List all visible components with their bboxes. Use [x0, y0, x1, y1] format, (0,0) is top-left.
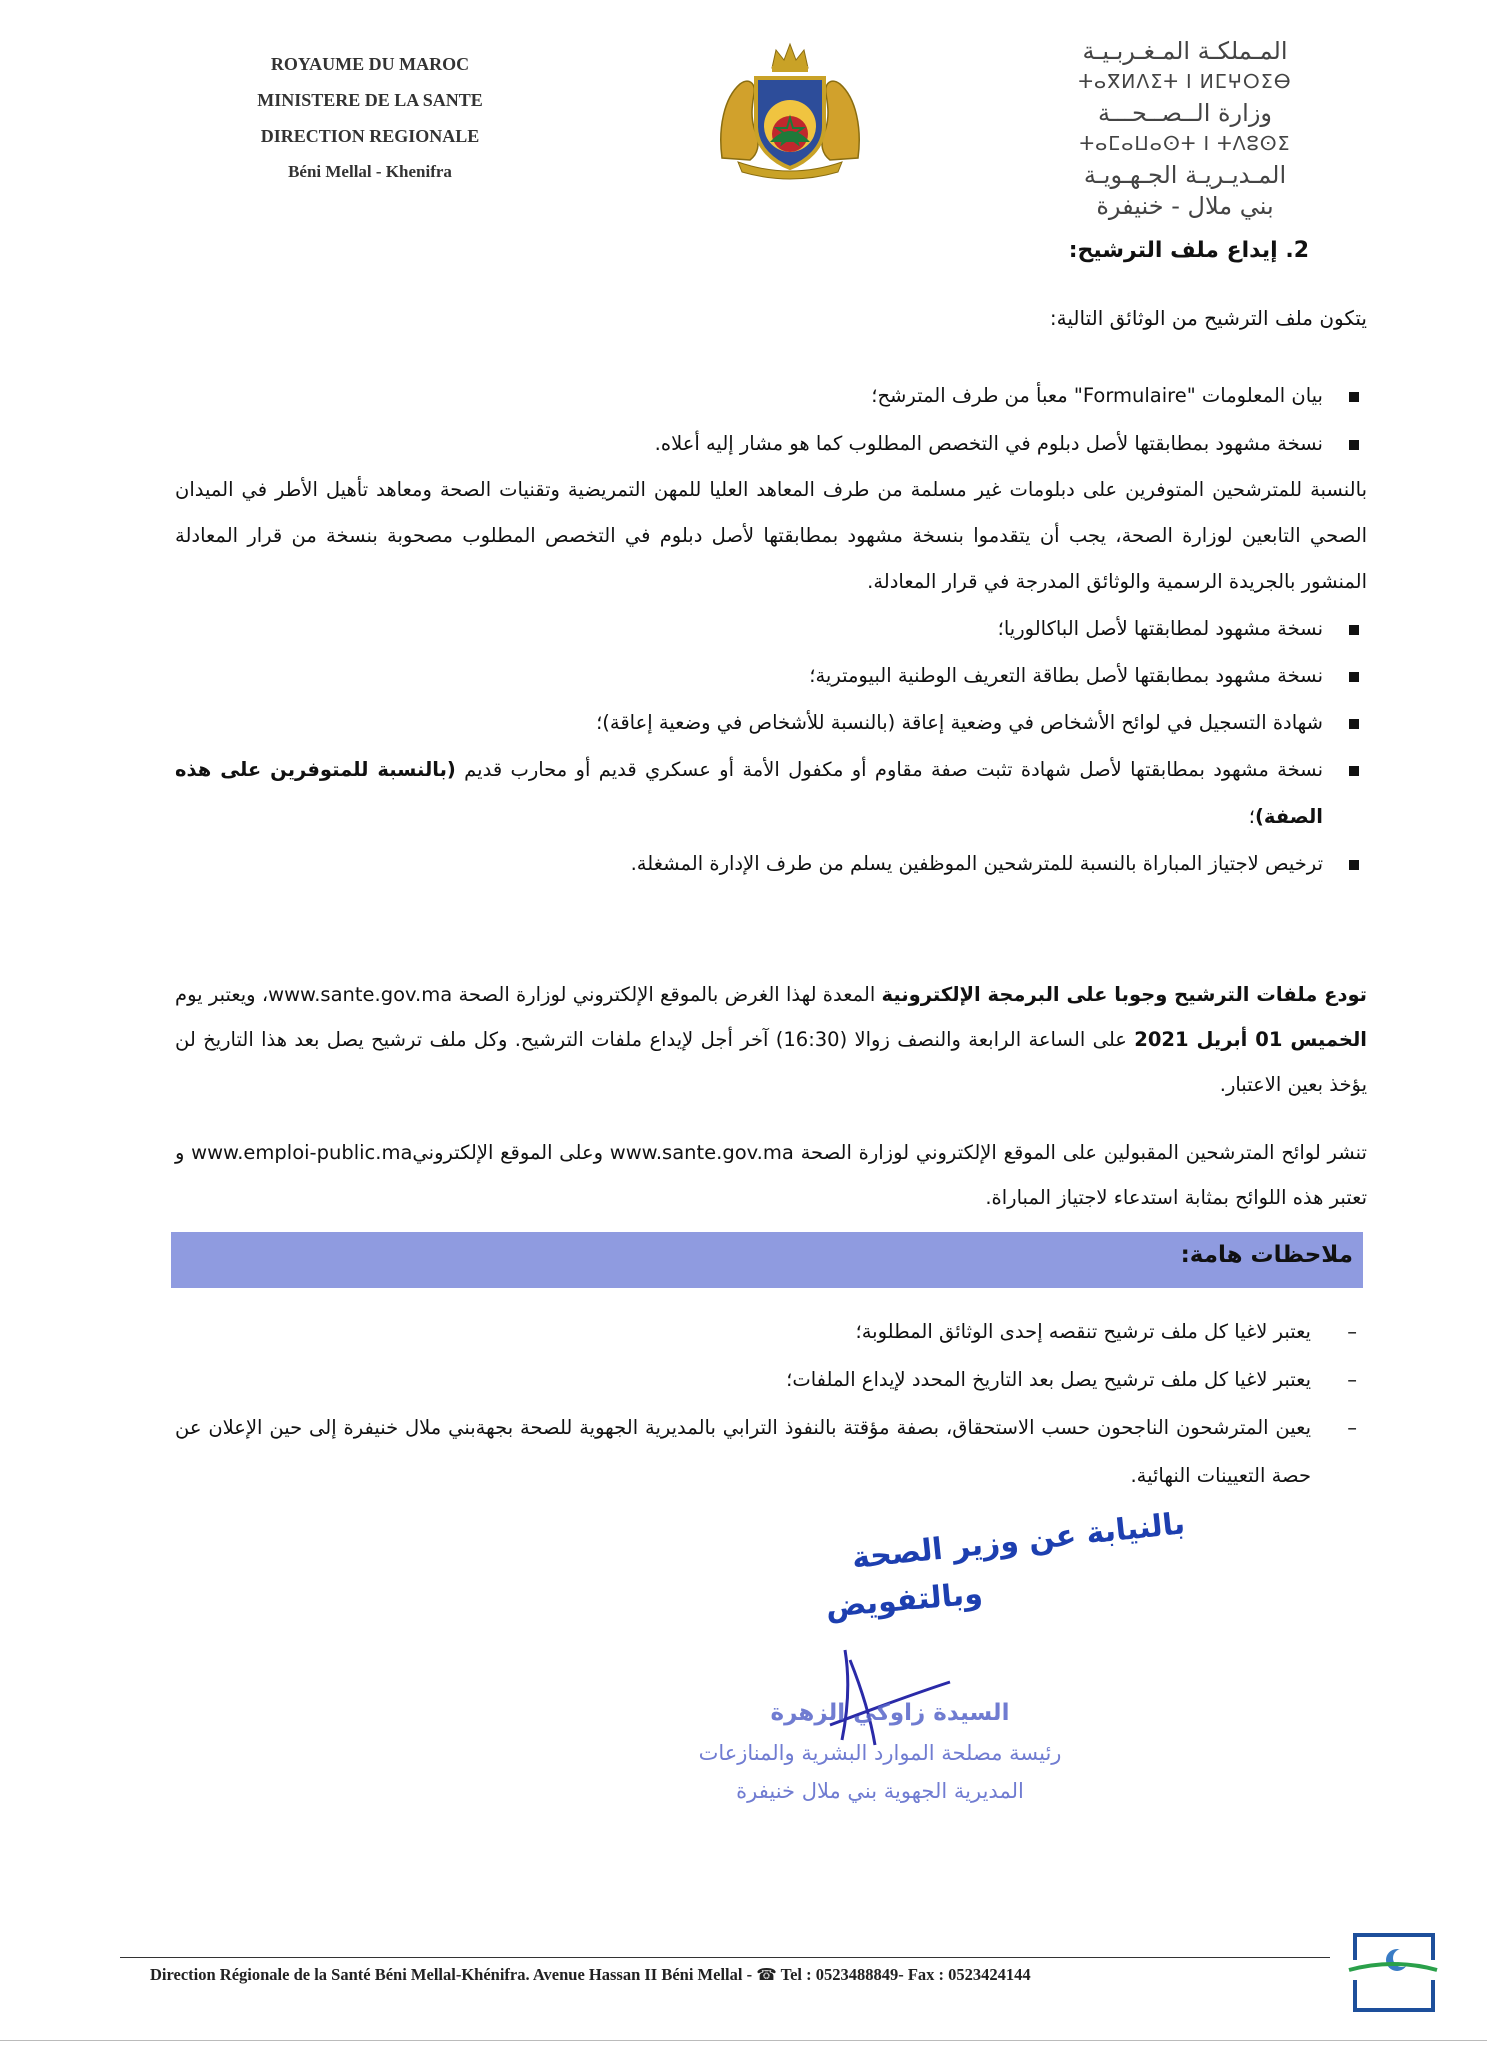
list-item: [175, 1356, 1367, 1404]
header-fr-kingdom: ROYAUME DU MAROC: [270, 54, 470, 74]
doc-item-3: نسخة مشهود لمطابقتها لأصل الباكالوريا؛: [997, 617, 1323, 640]
deposit-url[interactable]: www.sante.gov.ma: [268, 983, 453, 1006]
ministry-of-health-logo-icon: [1345, 1930, 1440, 2015]
doc-item-7: ترخيص لاجتياز المباراة بالنسبة للمترشحين الموظفين يسلم من طرف الإدارة المشغلة.: [630, 852, 1323, 875]
doc-item-4: نسخة مشهود بمطابقتها لأصل بطاقة التعريف الوطنية البيومترية؛: [809, 664, 1323, 687]
doc-item-1-pre: بيان المعلومات ": [1186, 384, 1323, 407]
note-item-3: يعين المترشحون الناجحون حسب الاستحقاق، بصفة مؤقتة بالنفوذ الترابي بالمديرية الجهوية للصحة بجهةبني ملال خنيفرة إلى حين الإعلان عن حصة التعيينات النهائية.: [175, 1416, 1311, 1487]
note-item-1: يعتبر لاغيا كل ملف ترشيح تنقصه إحدى الوثائق المطلوبة؛: [855, 1320, 1311, 1343]
stamp-line-3: السيدة زاوكي الزهرة: [770, 1700, 1010, 1726]
stamp-line-5: المديرية الجهوية بني ملال خنيفرة: [736, 1779, 1024, 1803]
header-tifinagh-ministry: ⵜⴰⵎⴰⵡⴰⵙⵜ ⵏ ⵜⴷⵓⵙⵉ: [1079, 133, 1291, 155]
header-fr-ministry: MINISTERE DE LA SANTE: [257, 90, 483, 110]
doc-item-5: شهادة التسجيل في لوائح الأشخاص في وضعية إعاقة (بالنسبة للأشخاص في وضعية إعاقة)؛: [596, 711, 1323, 734]
moroccan-coat-of-arms-icon: [710, 38, 870, 178]
header-tifinagh-kingdom: ⵜⴰⴳⵍⴷⵉⵜ ⵏ ⵍⵎⵖⵔⵉⴱ: [1078, 71, 1292, 93]
header-fr-direction: DIRECTION REGIONALE: [260, 126, 480, 146]
publish-text-2: وعلى الموقع الإلكتروني: [412, 1141, 610, 1164]
deposit-text-1: المعدة لهذا الغرض بالموقع الإلكتروني لوزارة الصحة: [452, 983, 882, 1006]
section-intro: يتكون ملف الترشيح من الوثائق التالية:: [1049, 306, 1367, 330]
header-ar-kingdom: المـملكـة المـغـربـيـة: [1082, 37, 1288, 65]
dash-bullet: –: [1347, 1320, 1357, 1343]
dash-bullet: –: [1347, 1416, 1357, 1439]
list-item: [175, 420, 1367, 467]
header-french: [200, 46, 540, 190]
notes-header-bar: [171, 1232, 1363, 1288]
deposit-text-3: على الساعة الرابعة والنصف زوالا (16:30) آخر أجل لإيداع ملفات الترشيح. وكل ملف ترشيح يصل بعد هذا التاريخ لن يؤخذ بعين الاعتبار.: [175, 1028, 1367, 1096]
publish-url-sante[interactable]: www.sante.gov.ma: [609, 1141, 794, 1164]
equivalence-note: [175, 467, 1367, 605]
publish-text-1: تنشر لوائح المترشحين المقبولين على الموقع الإلكتروني لوزارة الصحة: [793, 1141, 1367, 1164]
dash-bullet: –: [1347, 1368, 1357, 1391]
note-item-2: يعتبر لاغيا كل ملف ترشيح يصل بعد التاريخ المحدد لإيداع الملفات؛: [786, 1368, 1311, 1391]
stamp-line-1: بالنيابة عن وزير الصحة: [850, 1506, 1187, 1577]
deposit-bold-lead: تودع ملفات الترشيح وجوبا على البرمجة الإلكترونية: [881, 983, 1368, 1006]
header-fr-region: Béni Mellal - Khenifra: [288, 162, 452, 181]
list-item: [175, 746, 1367, 840]
doc-item-6: نسخة مشهود بمطابقتها لأصل شهادة تثبت صفة مقاوم أو مكفول الأمة أو عسكري قديم أو محارب قديم: [455, 758, 1323, 781]
footer-divider: [120, 1957, 1330, 1958]
section-title: 2. إيداع ملف الترشيح:: [1068, 238, 1309, 263]
official-stamp-and-signature: [698, 1506, 1187, 1830]
equivalence-note-text: بالنسبة للمترشحين المتوفرين على دبلومات غير مسلمة من طرف المعاهد العليا للمهن التمريضية وتقنيات الصحة ومعاهد تأهيل الأطر في الميدان الصحي التابعين لوزارة الصحة، يجب أن يتقدموا بنسخة مشهود بمطابقتها لأصل دبلوم في التخصص المطلوب مصحوبة بنسخة من قرار المعادلة المنشور بالجريدة الرسمية والوثائق المدرجة في قرار المعادلة.: [175, 478, 1367, 593]
footer-phone-fax: Tel : 0523488849- Fax : 0523424144: [776, 1965, 1031, 1984]
doc-item-2: نسخة مشهود بمطابقتها لأصل دبلوم في التخصص المطلوب كما هو مشار إليه أعلاه.: [654, 432, 1323, 455]
square-bullet-icon: [1349, 766, 1359, 776]
list-item: [175, 1308, 1367, 1356]
doc-item-1-post: " معبأ من طرف المترشح؛: [871, 384, 1083, 407]
deposit-text-2: ، ويعتبر يوم: [175, 983, 269, 1006]
publish-url-emploi[interactable]: www.emploi-public.ma: [191, 1141, 413, 1164]
footer-address: Direction Régionale de la Santé Béni Mellal-Khénifra. Avenue Hassan II Béni Mellal -: [150, 1965, 753, 1984]
publish-text-3: و تعتبر هذه اللوائح بمثابة استدعاء لاجتياز المباراة.: [175, 1141, 1367, 1209]
doc-item-6-bold: (بالنسبة للمتوفرين على هذه الصفة): [175, 758, 1323, 828]
square-bullet-icon: [1349, 719, 1359, 729]
square-bullet-icon: [1349, 392, 1359, 402]
required-documents-list: [175, 372, 1367, 887]
important-notes-list: [175, 1308, 1367, 1500]
list-item: [175, 372, 1367, 420]
header-ar-region: بني ملال - خنيفرة: [1096, 192, 1274, 220]
notes-title: ملاحظات هامة:: [1180, 1242, 1353, 1268]
list-item: [175, 1404, 1367, 1500]
square-bullet-icon: [1349, 625, 1359, 635]
list-item: [175, 699, 1367, 746]
list-item: [175, 605, 1367, 652]
deposit-deadline-date: الخميس 01 أبريل 2021: [1134, 1028, 1367, 1051]
header-ar-direction: المـديـريـة الجـهـويـة: [1083, 161, 1287, 189]
deposit-paragraph: [175, 972, 1367, 1107]
stamp-line-2: وبالتفويض: [824, 1576, 985, 1625]
signature-stroke: [830, 1650, 950, 1745]
stamp-line-4: رئيسة مصلحة الموارد البشرية والمنازعات: [698, 1741, 1062, 1765]
square-bullet-icon: [1349, 860, 1359, 870]
square-bullet-icon: [1349, 672, 1359, 682]
telephone-icon: ☎: [756, 1965, 777, 1984]
publish-paragraph: [175, 1130, 1367, 1220]
square-bullet-icon: [1349, 440, 1359, 450]
page-bottom-edge: [0, 2040, 1487, 2041]
header-ar-ministry: وزارة الــصــحـــة: [1097, 99, 1272, 127]
header-arabic: [1020, 36, 1350, 222]
list-item: [175, 840, 1367, 887]
footer-contact: [150, 1965, 1031, 1985]
list-item: [175, 652, 1367, 699]
doc-item-6-end: ؛: [1248, 805, 1255, 828]
doc-item-1-form: Formulaire: [1082, 384, 1187, 407]
